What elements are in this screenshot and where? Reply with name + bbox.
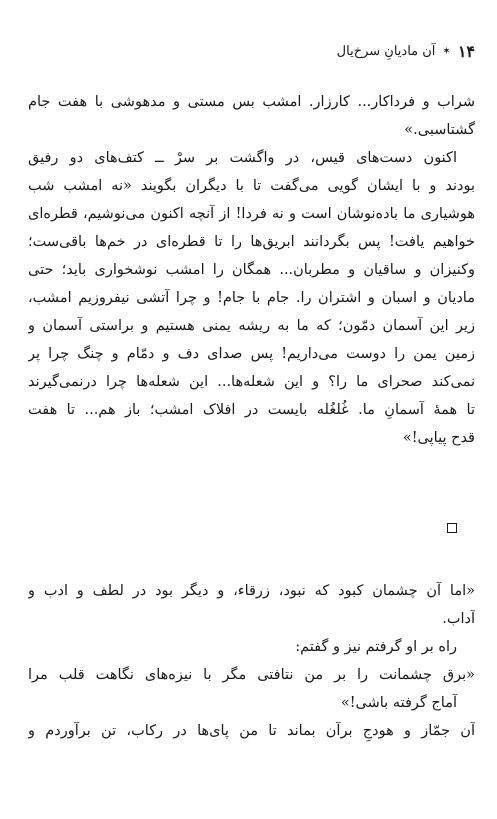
text-line: نمی‌کند صحرای ما را؟ و این شعله‌ها... این شعله‌ها چرا درنمی‌گیرند: [28, 374, 475, 390]
text-line: بودند و با ایشان گویی می‌گفت تا با دیگران بگویند «نه امشب شب: [28, 178, 475, 194]
text-line: زمین یمن را دوست می‌داریم! پس صدای دف و دمّام و چنگ چرا پر: [28, 346, 475, 362]
page-number: ۱۴: [457, 41, 475, 61]
text-line: آن جمّاز و هودجِ برآن بماند تا من پای‌ها در رکاب، تن برآوردم و: [28, 723, 475, 739]
text-line: وکنیزان و ساقیان و مطربان... همگان را امشب نوشخواری باید؛ حتی: [28, 262, 475, 278]
text-block-2: [28, 577, 475, 745]
text-line: تا همهٔ آسمانِ ما. غُلغُله بایست در افلاک امشب؛ باز هم... تا هفت: [28, 402, 475, 418]
text-line: مادیان و اسبان و اشتران را. جام با جام! و چرا آتشی نیفروزیم امشب،: [28, 290, 475, 306]
page-header: [30, 40, 475, 62]
ornament-star-icon: ✶: [442, 45, 451, 57]
text-line: هوشیاری ما باده‌نوشان است و نه فردا! از آنچه اکنون می‌نوشیم، قطره‌ای: [28, 206, 475, 222]
text-line: «برق چشمانت را بر من نتافتی مگر با نیزه‌های نگاهت قلب مرا: [28, 667, 475, 683]
text-line: زیر این آسمان دمّون؛ که ما به ریشه یمنی هستیم و براستی آسمان و: [28, 318, 475, 334]
text-block-1: [28, 88, 475, 452]
text-line: اکنون دست‌های قیس، در واگشت بر سرْ ــ کتف‌های دو رفیق: [28, 150, 457, 166]
text-line: «اما آن چشمان کبود که نبود، زرقاء، و دیگر بود در لطف و ادب و: [28, 583, 475, 599]
text-line: خواهیم یافت! پس بگردانند ابریق‌ها را تا قطره‌ای در خم‌ها باقی‌ست؛: [28, 234, 475, 250]
text-line: قدح پیاپی!»: [402, 430, 475, 446]
text-line: شراب و فرداکار... کارزار. امشب بس مستی و مدهوشی با هفت جام: [28, 94, 475, 110]
text-line: گشتاسبی.»: [404, 122, 475, 138]
section-separator-square-icon: [447, 523, 457, 533]
text-line: آداب.: [442, 611, 475, 627]
text-line: راه بر او گرفتم نیز و گفتم:: [295, 639, 457, 655]
running-title: آن مادیانِ سرخ‌یال: [336, 43, 436, 59]
text-line: آماج گرفته باشی!»: [340, 695, 457, 711]
